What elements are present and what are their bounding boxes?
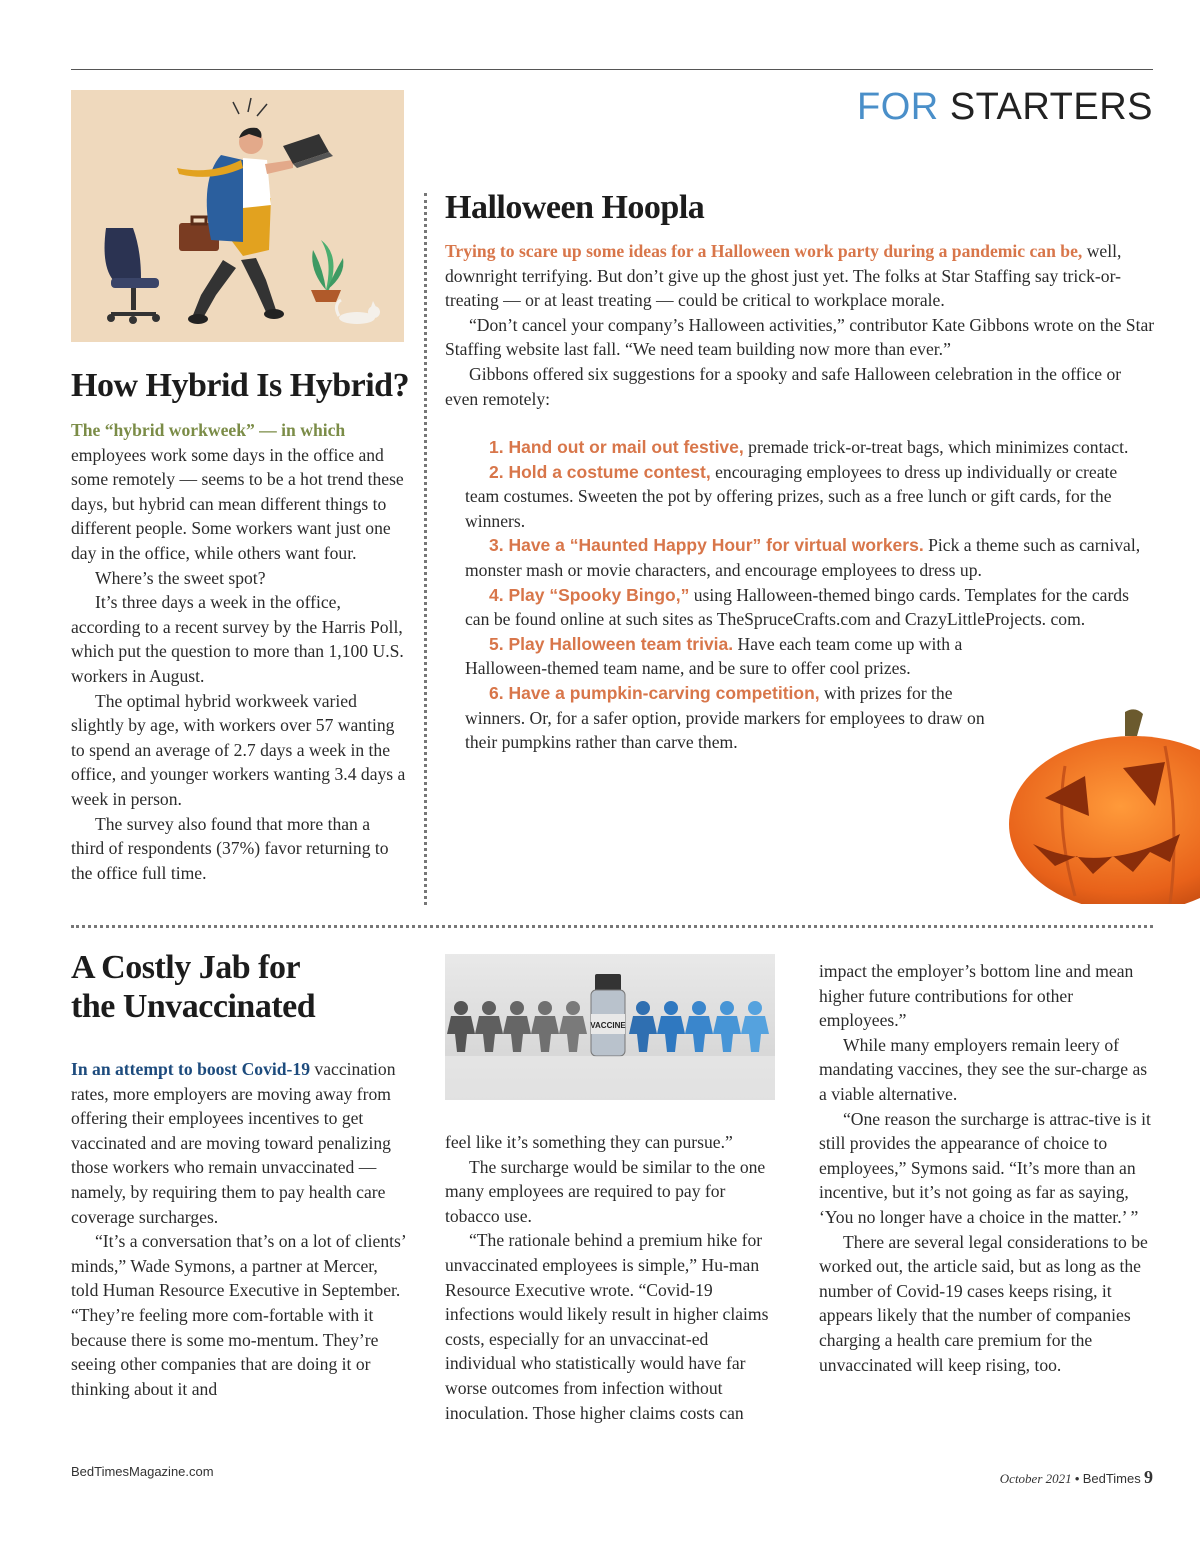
tip-2-text: encouraging employees to dress up individually or create team costumes. Sweeten the pot by offering prizes, such as a free lunch or gift cards, for the winners. bbox=[465, 461, 1118, 531]
page-number: 9 bbox=[1144, 1467, 1153, 1487]
vaccine-col2-p1: feel like it’s something they can pursue.” bbox=[445, 1132, 733, 1152]
halloween-article-title: Halloween Hoopla bbox=[445, 189, 705, 226]
halloween-p3: Gibbons offered six suggestions for a spooky and safe Halloween celebration in the office or even remotely: bbox=[445, 363, 1122, 409]
vaccine-col3-p3: “One reason the surcharge is attrac-tive is it still provides the appearance of choice to employees,” Symons said. “It’s more than an incentive, but it’s not going as far as saying, ‘You no longer have a choice in the matter.’ ” bbox=[819, 1108, 1151, 1227]
top-rule bbox=[71, 69, 1153, 70]
tip-4-text: using Halloween-themed bingo cards. Templates for the cards can be found online at such sites as TheSpruceCrafts.com and CrazyLittleProjects. com. bbox=[465, 584, 1129, 630]
vaccine-col3-p2: While many employers remain leery of mandating vaccines, they see the sur-charge as a viable alternative. bbox=[819, 1034, 1148, 1104]
vaccine-col2-p2: The surcharge would be similar to the one many employees are required to pay for tobacco use. bbox=[445, 1156, 766, 1226]
vial-label: VACCINE bbox=[590, 1021, 626, 1030]
section-divider bbox=[71, 925, 1153, 928]
halloween-p2: “Don’t cancel your company’s Halloween activities,” contributor Kate Gibbons wrote on the Star Staffing website last fall. “We need team building now more than ever.” bbox=[445, 314, 1155, 360]
hybrid-p2: Where’s the sweet spot? bbox=[95, 567, 266, 588]
hybrid-p5: The survey also found that more than a third of respondents (37%) favor returning to the office full time. bbox=[71, 813, 389, 883]
footer-magazine: BedTimes bbox=[1082, 1471, 1141, 1486]
footer-bullet: • bbox=[1074, 1471, 1080, 1486]
halloween-article-intro bbox=[445, 239, 1155, 411]
hybrid-p4: The optimal hybrid workweek varied slightly by age, with workers over 57 wanting to spend an average of 2.7 days a week in the office, and younger workers wanting 3.4 days a week in person. bbox=[71, 690, 406, 809]
tip-3-heading: 3. Have a “Haunted Happy Hour” for virtual workers. bbox=[489, 535, 924, 556]
section-header bbox=[857, 86, 1153, 129]
halloween-tip-4 bbox=[445, 583, 1155, 632]
footer-website: BedTimesMagazine.com bbox=[71, 1464, 214, 1479]
tip-3-text: Pick a theme such as carnival, monster mash or movie characters, and encourage employees to dress up. bbox=[465, 535, 1141, 580]
hybrid-p1: employees work some days in the office and some remotely — seems to be a hot trend these days, but hybrid can mean different things to different people. Some workers want just one day in the office, while others want four. bbox=[71, 444, 404, 563]
column-divider bbox=[424, 193, 427, 905]
section-header-word2: STARTERS bbox=[949, 86, 1153, 128]
vaccine-col1-p2: “It’s a conversation that’s on a lot of clients’ minds,” Wade Symons, a partner at Mercer, told Human Resource Executive in September. “They’re feeling more com-fortable with it because there is some mo-mentum. They’re seeing other companies that are doing it or thinking about it and bbox=[71, 1231, 406, 1399]
halloween-tip-5 bbox=[445, 632, 985, 681]
jack-o-lantern-image bbox=[1005, 706, 1200, 904]
footer-date: October 2021 bbox=[999, 1471, 1072, 1486]
vaccine-title-line-1: A Costly Jab for bbox=[71, 949, 301, 986]
tip-5-heading: 5. Play Halloween team trivia. bbox=[489, 633, 734, 654]
halloween-tip-6 bbox=[445, 681, 1000, 755]
hybrid-article-body bbox=[71, 418, 406, 885]
halloween-tip-3 bbox=[445, 533, 1155, 582]
halloween-p1: well, downright terrifying. But don’t give up the ghost just yet. The folks at Star Staffing say trick-or-treating — or at least treating — could be critical to workplace morale. bbox=[445, 241, 1122, 311]
vaccine-column-1 bbox=[71, 1057, 406, 1401]
footer-folio bbox=[1000, 1467, 1153, 1488]
tip-4-heading: 4. Play “Spooky Bingo,” bbox=[489, 584, 690, 605]
section-header-word1: FOR bbox=[857, 86, 939, 128]
tip-5-text: Have each team come up with a Halloween-themed team name, and be sure to offer cool prizes. bbox=[465, 633, 963, 679]
tip-2-heading: 2. Hold a costume contest, bbox=[489, 461, 711, 482]
tip-6-heading: 6. Have a pumpkin-carving competition, bbox=[489, 682, 820, 703]
vaccine-col3-p4: There are several legal considerations to be worked out, the article said, but as long as the number of Covid-19 cases keeps rising, it appears likely that the number of companies charging a health care premium for the unvaccinated will keep rising, too. bbox=[819, 1231, 1148, 1375]
hybrid-lead: The “hybrid workweek” — in which bbox=[71, 420, 346, 440]
vaccine-article-title bbox=[71, 948, 315, 1026]
tip-6-text: with prizes for the winners. Or, for a safer option, provide markers for employees to draw on their pumpkins rather than carve them. bbox=[465, 682, 985, 753]
halloween-lead: Trying to scare up some ideas for a Halloween work party during a pandemic can be, bbox=[445, 241, 1083, 261]
vaccine-paper-people-photo bbox=[445, 954, 775, 1100]
vaccine-col2-p3: “The rationale behind a premium hike for unvaccinated employees is simple,” Hu-man Resource Executive wrote. “Covid-19 infections would likely result in higher claims costs, especially for an unvaccinat-ed individual who statistically would have far worse outcomes from infection without inoculation. Those higher claims costs can bbox=[445, 1230, 769, 1423]
vaccine-title-line-2: the Unvaccinated bbox=[71, 988, 316, 1025]
vaccine-column-2 bbox=[445, 1130, 780, 1425]
hybrid-p3: It’s three days a week in the office, according to a recent survey by the Harris Poll, which put the question to more than 1,100 U.S. workers in August. bbox=[71, 592, 404, 686]
vaccine-column-3 bbox=[819, 959, 1155, 1377]
hybrid-work-illustration bbox=[71, 90, 404, 342]
tip-1-heading: 1. Hand out or mail out festive, bbox=[489, 437, 744, 457]
vaccine-col3-p1: impact the employer’s bottom line and mean higher future contributions for other employees.” bbox=[819, 961, 1134, 1031]
vaccine-lead: In an attempt to boost Covid-19 bbox=[71, 1059, 310, 1079]
hybrid-article-title: How Hybrid Is Hybrid? bbox=[71, 367, 410, 404]
tip-1-text: premade trick-or-treat bags, which minimizes contact. bbox=[748, 437, 1129, 457]
halloween-tip-2 bbox=[445, 460, 1155, 534]
vaccine-col1-p1: vaccination rates, more employers are moving away from offering their employees incentives to get vaccinated and are moving toward penalizing those workers who remain unvaccinated — namely, by requiring them to pay health care coverage surcharges. bbox=[71, 1059, 396, 1227]
halloween-tip-1 bbox=[445, 435, 1155, 460]
